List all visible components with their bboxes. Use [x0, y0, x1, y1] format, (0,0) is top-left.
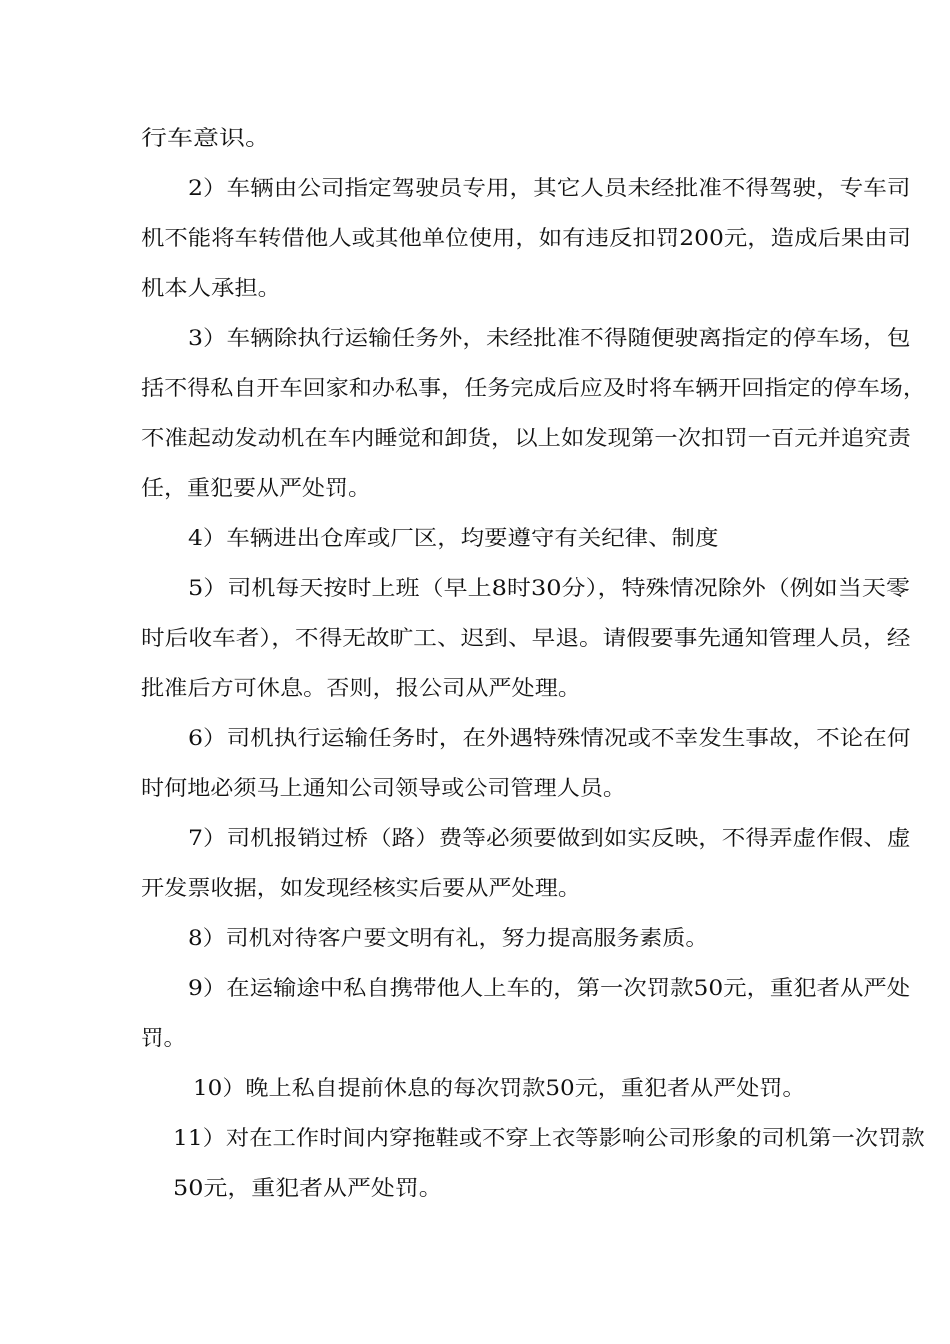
text-line-13: 6）司机执行运输任务时，在外遇特殊情况或不幸发生事故，不论在何 — [188, 726, 911, 750]
text-line-22: 50元，重犯者从严处罚。 — [173, 1176, 443, 1200]
text-line-1: 行车意识。 — [141, 126, 272, 150]
text-line-16: 开发票收据，如发现经核实后要从严处理。 — [141, 876, 582, 900]
text-line-11: 时后收车者），不得无故旷工、迟到、早退。请假要事先通知管理人员，经 — [141, 626, 911, 650]
text-line-21: 11）对在工作时间内穿拖鞋或不穿上衣等影响公司形象的司机第一次罚款 — [173, 1126, 925, 1150]
text-line-3: 机不能将车转借他人或其他单位使用，如有违反扣罚200元，造成后果由司 — [141, 226, 912, 250]
text-line-17: 8）司机对待客户要文明有礼，努力提高服务素质。 — [188, 926, 709, 950]
text-line-10: 5）司机每天按时上班（早上8时30分），特殊情况除外（例如当天零 — [188, 576, 910, 600]
text-line-4: 机本人承担。 — [141, 276, 281, 300]
text-line-12: 批准后方可休息。否则，报公司从严处理。 — [141, 676, 582, 700]
text-line-8: 任，重犯要从严处罚。 — [141, 476, 371, 500]
text-line-15: 7）司机报销过桥（路）费等必须要做到如实反映，不得弄虚作假、虚 — [188, 826, 911, 850]
text-line-2: 2）车辆由公司指定驾驶员专用，其它人员未经批准不得驾驶，专车司 — [188, 176, 911, 200]
text-line-7: 不准起动发动机在车内睡觉和卸货，以上如发现第一次扣罚一百元并追究责 — [141, 426, 911, 450]
text-line-14: 时何地必须马上通知公司领导或公司管理人员。 — [141, 776, 627, 800]
text-line-19: 罚。 — [141, 1026, 186, 1050]
text-line-6: 括不得私自开车回家和办私事，任务完成后应及时将车辆开回指定的停车场， — [141, 376, 926, 400]
text-line-18: 9）在运输途中私自携带他人上车的，第一次罚款50元，重犯者从严处 — [188, 976, 911, 1000]
text-line-5: 3）车辆除执行运输任务外，未经批准不得随便驶离指定的停车场，包 — [188, 326, 911, 350]
text-line-9: 4）车辆进出仓库或厂区，均要遵守有关纪律、制度 — [188, 526, 719, 550]
text-line-20: 10）晚上私自提前休息的每次罚款50元，重犯者从严处罚。 — [193, 1076, 806, 1100]
